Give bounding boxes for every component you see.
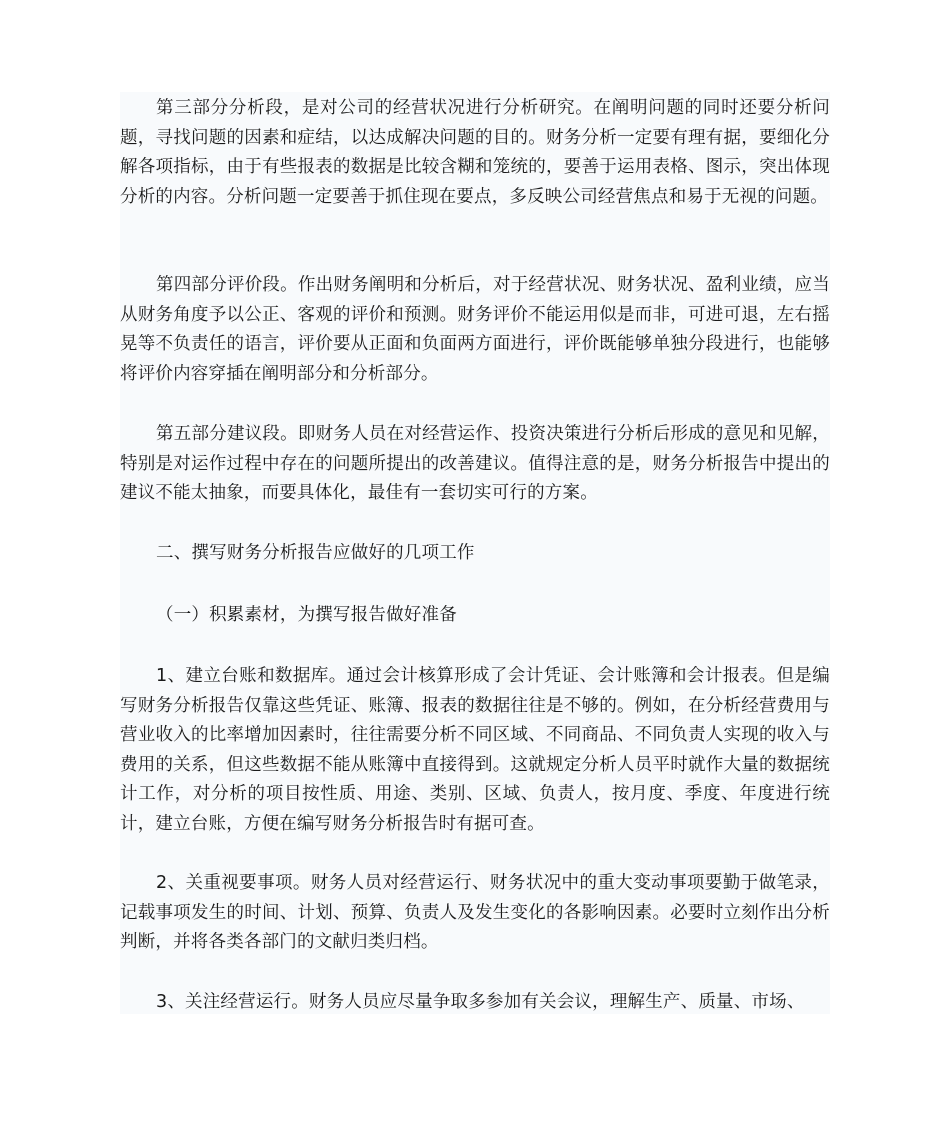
- paragraph-ledger-database: 1、建立台账和数据库。通过会计核算形成了会计凭证、会计账簿和会计报表。但是编写财务分析报告仅靠这些凭证、账簿、报表的数据往往是不够的。例如，在分析经营费用与营业收入的比率增加因素时，往往需要分析不同区域、不同商品、不同负责人实现的收入与费用的关系，但这些数据不能从账簿中直接得到。这就规定分析人员平时就作大量的数据统计工作，对分析的项目按性质、用途、类别、区域、负责人，按月度、季度、年度进行统计，建立台账，方便在编写财务分析报告时有据可查。: [120, 666, 830, 834]
- paragraph-major-events: 2、关重视要事项。财务人员对经营运行、财务状况中的重大变动事项要勤于做笔录，记载事项发生的时间、计划、预算、负责人及发生变化的各影响因素。必要时立刻作出分析判断，并将各类各部门的文献归类归档。: [120, 873, 830, 952]
- subsection-heading-one: （一）积累素材，为撰写报告做好准备: [156, 605, 457, 625]
- section-heading-two: 二、撰写财务分析报告应做好的几项工作: [156, 543, 475, 563]
- paragraph-analysis-section: 第三部分分析段，是对公司的经营状况进行分析研究。在阐明问题的同时还要分析问题，寻找问题的因素和症结，以达成解决问题的目的。财务分析一定要有理有据，要细化分解各项指标，由于有些报表的数据是比较含糊和笼统的，要善于运用表格、图示，突出体现分析的内容。分析问题一定要善于抓住现在要点，多反映公司经营焦点和易于无视的问题。: [120, 98, 830, 207]
- paragraph-evaluation-section: 第四部分评价段。作出财务阐明和分析后，对于经营状况、财务状况、盈利业绩，应当从财务角度予以公正、客观的评价和预测。财务评价不能运用似是而非，可进可退，左右摇晃等不负责任的语言，评价要从正面和负面两方面进行，评价既能够单独分段进行，也能够将评价内容穿插在阐明部分和分析部分。: [120, 275, 830, 384]
- paragraph-suggestion-section: 第五部分建议段。即财务人员在对经营运作、投资决策进行分析后形成的意见和见解，特别是对运作过程中存在的问题所提出的改善建议。值得注意的是，财务分析报告中提出的建议不能太抽象，而要具体化，最佳有一套切实可行的方案。: [120, 424, 830, 503]
- paragraph-business-operations: 3、关注经营运行。财务人员应尽量争取多参加有关会议，理解生产、质量、市场、: [156, 992, 805, 1012]
